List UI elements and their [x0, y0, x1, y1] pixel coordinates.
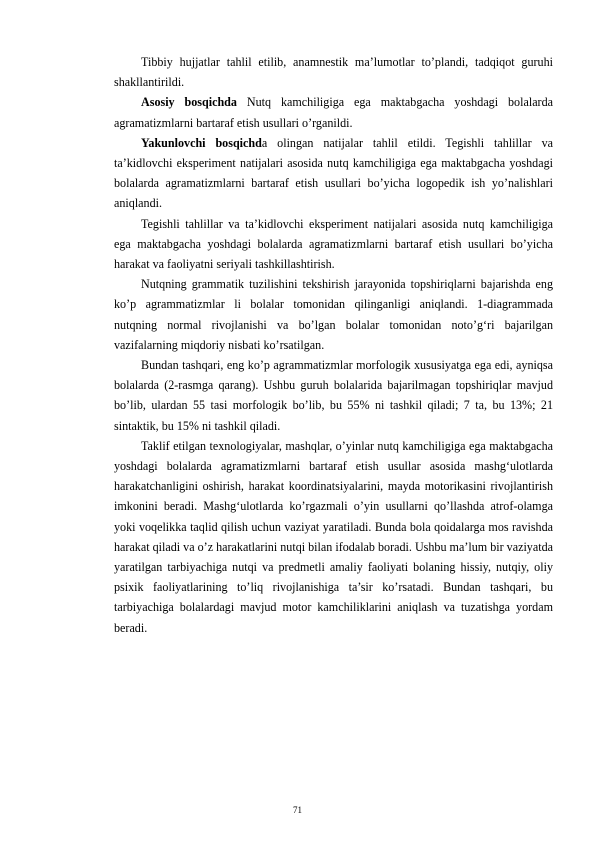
paragraph-2-text: Nutq kamchiligiga ega maktabgacha yoshdagi bolalarda agramatizmlarni bartaraf etish usullari o’rganildi.	[114, 95, 553, 130]
paragraph-7-text: Taklif etilgan texnologiyalar, mashqlar, o’yinlar nutq kamchiligiga ega maktabgacha yoshdagi bolalarda agramatizmlarni bartaraf etish usullar asosida mashg‘ulotlarda harakatchanligini oshirish, harakat koordinatsiyalarini, mayda motorikasini rivojlantirish imkonini beradi. Mashg‘ulotlarda ko’rgazmali o’yin usullarni qo’llashda atrof-olamga yoki voqelikka taqlid qilish uchun vaziyat yaratiladi. Bunda bola qoidalarga mos ravishda harakat qiladi va o’z harakatlarini nutqi bilan ifodalab boradi. Ushbu ma’lum bir vaziyatda yaratilgan tarbiyachiga nutqi va predmetli amaliy faoliyati bolaning hissiy, nutqiy, oliy psixik faoliyatlarining to’liq rivojlanishiga ta’sir ko’rsatadi. Bundan tashqari, bu tarbiyachiga bolalardagi mavjud motor kamchiliklarini aniqlash va tuzatishga yordam beradi.	[114, 438, 553, 635]
paragraph-7	[114, 436, 553, 638]
paragraph-5	[114, 274, 553, 355]
paragraph-2-lead: Asosiy bosqichda	[141, 95, 237, 110]
paragraph-2	[114, 92, 553, 132]
paragraph-3-text: a olingan natijalar tahlil etildi. Tegishli tahlillar va ta’kidlovchi eksperiment natijalari asosida nutq kamchiligiga ega maktabgacha yoshdagi bolalarda agramatizmlarni bartaraf etish usullari bo’yicha logopedik ish yo’nalishlari aniqlandi.	[114, 135, 553, 211]
paragraph-3	[114, 133, 553, 214]
paragraph-5-text: Nutqning grammatik tuzilishini tekshirish jarayonida topshiriqlarni bajarishda eng ko’p agrammatizmlar li bolalar tomonidan qilinganligi aniqlandi. 1-diagrammada nutqning normal rivojlanishi va bo’lgan bolalar tomonidan noto’g‘ri bajarilgan vazifalarning miqdoriy nisbati ko’rsatilgan.	[114, 277, 553, 352]
page-number: 71	[293, 805, 302, 815]
document-page	[114, 52, 553, 638]
paragraph-1-text: Tibbiy hujjatlar tahlil etilib, anamnestik ma’lumotlar to’plandi, tadqiqot guruhi shakllantirildi.	[114, 55, 553, 90]
paragraph-6-text: Bundan tashqari, eng ko’p agrammatizmlar morfologik xususiyatga ega edi, ayniqsa bolalarda (2-rasmga qarang). Ushbu guruh bolalarida bajarilmagan topshiriqlar mavjud bo’lib, ulardan 55 tasi morfologik bo’lib, bu 55% ni tashkil qiladi; 7 ta, bu 13%; 21 sintaktik, bu 15% ni tashkil qiladi.	[114, 358, 553, 433]
paragraph-3-lead: Yakunlovchi bosqichd	[141, 135, 262, 150]
paragraph-1	[114, 52, 553, 92]
paragraph-4-text: Tegishli tahlillar va ta’kidlovchi eksperiment natijalari asosida nutq kamchiligiga ega maktabgacha yoshdagi bolalarda agramatizmlarni bartaraf etish usullari bo’yicha harakat va faoliyatni seriyali tashkillashtirish.	[114, 216, 553, 272]
paragraph-6	[114, 355, 553, 436]
paragraph-4	[114, 214, 553, 275]
